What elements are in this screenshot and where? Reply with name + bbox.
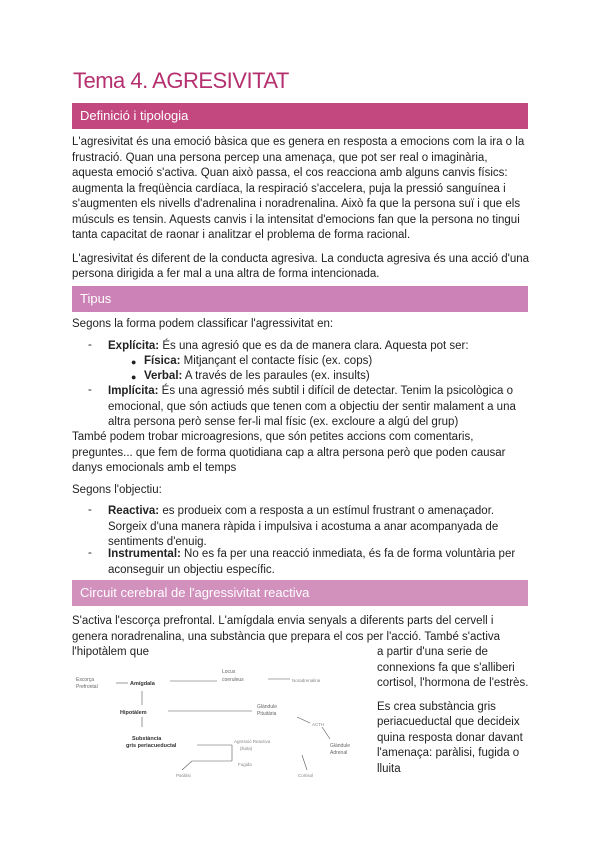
label-acth: ACTH [312, 722, 325, 727]
dash-marker: - [88, 504, 92, 516]
explicita-text: És una agresió que es da de manera clara. Aquesta pot ser: [159, 340, 469, 352]
bullet-marker: ● [131, 372, 137, 382]
reactiva-text: es produeix com a resposta a un estímul frustrant o amenaçador. Sorgeix d'una manera ràpida i impulsiva i acostuma a anar acompanyada de sentiments d'enuig. [108, 505, 499, 548]
label-noradrenalina: Noradrenalina [292, 678, 321, 683]
label-substancia: Substància [132, 736, 162, 742]
label-gris-periacueductal: gris periacueductal [126, 743, 177, 749]
definition-paragraph-2: L'agresivitat és diferent de la conducta agresiva. La conducta agresiva és una acció d'una persona dirigida a fer mal a una altra de forma intencionada. [72, 252, 530, 280]
definition-section [72, 135, 530, 283]
label-escorca: Escorça [76, 677, 95, 683]
list-item-implicita [108, 384, 528, 431]
dash-marker: - [88, 384, 92, 396]
dash-marker: - [88, 339, 92, 351]
label-prefrontal: Prefrontal [76, 684, 98, 690]
implicita-label: Implícita: [108, 385, 159, 397]
explicita-label: Explícita: [108, 340, 160, 352]
circuit-paragraph: S'activa l'escorça prefrontal. L'amígdala envia senyals a diferents parts del cervell i genera noradrenalina, una substància que prepara el cos per l'acció. També s'activa l'hipotàlem que [72, 615, 501, 658]
label-lluita: (lluita) [240, 746, 253, 751]
list-item-verbal [144, 369, 524, 385]
fisica-label: Física: [144, 355, 181, 367]
tipus-intro: Segons la forma podem classificar l'agressivitat en: [72, 318, 334, 330]
label-glandula-adrenal-2: Adrenal [330, 750, 348, 756]
brain-circuit-diagram [72, 655, 372, 790]
list-item-reactiva [108, 504, 528, 551]
implicita-text: És una agressió més subtil i difícil de detectar. Tenim la psicològica o emocional, que són actiuds que tenen com a objectiu der sentir malament a una altra persona però sense fer-li mal físic (ex. excloure a algú del grup) [108, 385, 516, 428]
label-amigdala: Amígdala [130, 681, 155, 687]
label-hipotalem: Hipotàlem [120, 710, 147, 716]
fisica-text: Mitjançant el contacte físic (ex. cops) [180, 355, 373, 367]
arrow-acth-adrenal [322, 727, 330, 739]
label-locus: Locus [222, 669, 236, 675]
verbal-text: A través de les paraules (ex. insults) [182, 370, 370, 382]
instrumental-text: No es fa per una reacció inmediata, és fa de forma voluntària per aconseguir un objectiu específic. [108, 548, 516, 576]
section-header-definicio: Definició i tipologia [72, 103, 528, 129]
label-cortisol: Cortisol [298, 773, 314, 778]
reactiva-label: Reactiva: [108, 505, 160, 517]
circuit-side-paragraph-2: Es crea substància gris periacueductal que decideix quina resposta donar davant l'amenaça: paràlisi, fugida o lluita [377, 700, 523, 775]
label-glandula-pituitaria-1: Glàndule [257, 704, 278, 710]
circuit-side-paragraph-1: a partir d'una serie de connexions fa que s'alliberi cortisol, l'hormona de l'estrès. [377, 646, 529, 689]
arrow-paralisi [182, 761, 192, 770]
arrow-pituitaria-acth [297, 717, 310, 723]
label-glandula-pituitaria-2: Pituitària [257, 711, 277, 717]
label-paralisi: Paràlisi [176, 773, 191, 778]
instrumental-label: Instrumental: [108, 548, 181, 560]
verbal-label: Verbal: [144, 370, 183, 382]
label-coeruleus: coeruleus [222, 677, 244, 683]
circuit-side-text [377, 645, 530, 777]
page-title: Tema 4. AGRESIVITAT [73, 68, 289, 93]
definition-paragraph-1: L'agresivitat és una emoció bàsica que es genera en resposta a emocions com la ira o la frustració. Quan una persona percep una amenaça, que pot ser real o imaginària, aquesta emoció s'activa. Quan això passa, el cos reacciona amb alguns canvis físics: augmenta la freqüència cardíaca, la respiració s'accelera, puja la pressió sanguínea i s'augmenten els nivells d'adrenalina i noradrenalina. Això fa que la persona suï i que els músculs es tensin. Aquests canvis i la intensitat d'emocions fan que la persona no tingui tanta capacitat de raonar i analitzar el problema de forma racional. [72, 136, 525, 241]
section-header-circuit: Circuit cerebral de l'agressivitat reactiva [72, 580, 528, 606]
label-agressio-reactiva: Agressió Reactiva [234, 739, 271, 744]
dash-marker: - [88, 547, 92, 559]
microagresions-paragraph: També podem trobar microagresions, que són petites accions com comentaris, preguntes... que fem de forma quotidiana cap a altra persona però que poden causar danys emocionals amb el temps [72, 431, 506, 474]
objectiu-intro: Segons l'objectiu: [72, 484, 162, 496]
label-fugida: Fugida [238, 762, 252, 767]
arrow-adrenal-cortisol [302, 755, 307, 770]
section-header-tipus: Tipus [72, 286, 528, 312]
label-glandula-adrenal-1: Glàndule [330, 743, 351, 749]
list-item-instrumental [108, 547, 528, 578]
bullet-marker: ● [131, 357, 137, 367]
list-item-fisica [144, 354, 524, 370]
list-item-explicita [108, 339, 528, 355]
